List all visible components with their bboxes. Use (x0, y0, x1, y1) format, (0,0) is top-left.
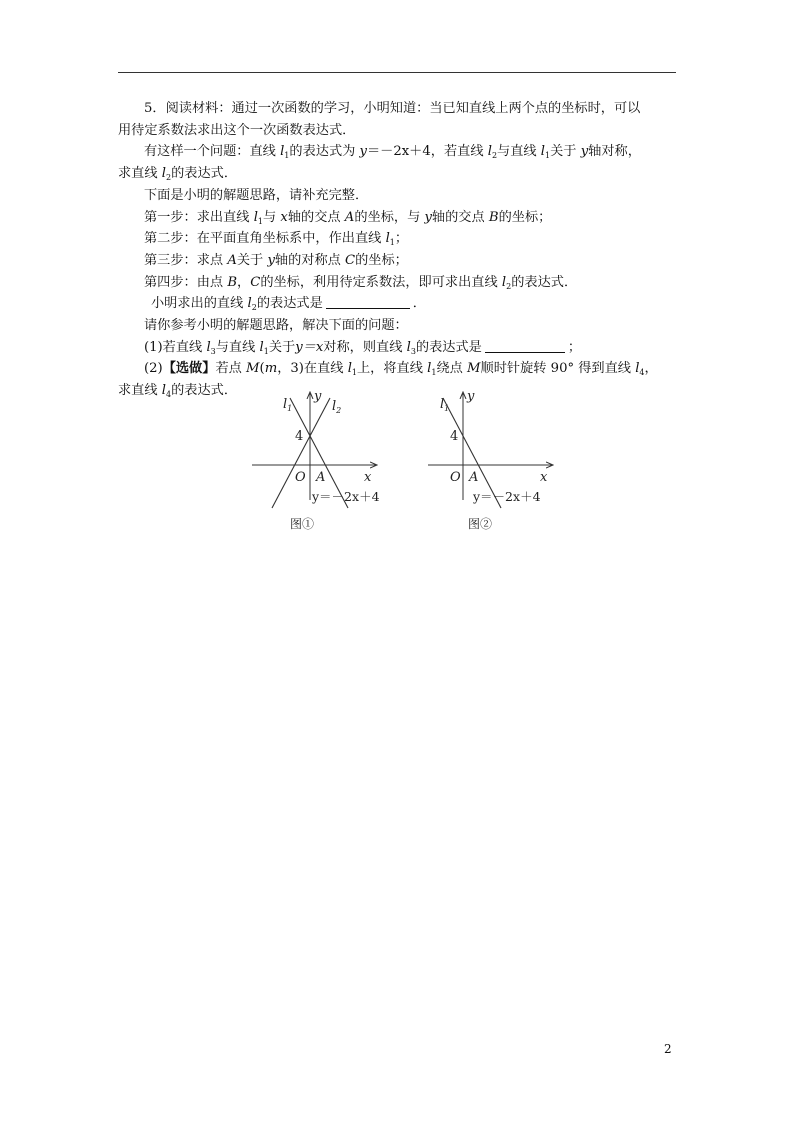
label-A: A (469, 470, 479, 485)
label-l1: $l_1$ (283, 397, 293, 413)
step-4: 第四步：由点 B，C的坐标，利用待定系数法，即可求出直线 $l_2$的表达式． (144, 274, 578, 291)
label-A: A (316, 470, 326, 485)
sub-question-1: (1)若直线 $l_3$与直线 $l_1$关于y＝x对称，则直线 $l_3$的表达式是 ； (144, 339, 582, 356)
caption: 图② (468, 517, 493, 531)
label-origin: O (295, 470, 306, 485)
label-four: 4 (295, 429, 304, 444)
sub-question-2-line-2: 求直线 $l_4$的表达式． (118, 383, 238, 400)
sub-question-2-line-1: (2)【选做】若点 M(m，3)在直线 $l_1$上，将直线 $l_1$绕点 M顺时针旋转 90° 得到直线 $l_4$， (144, 361, 658, 378)
intro-line-1: 5．阅读材料：通过一次函数的学习，小明知道：当已知直线上两个点的坐标时，可以 (144, 101, 641, 116)
question-line-2: 求直线 $l_2$的表达式． (118, 166, 238, 183)
label-origin: O (450, 470, 461, 485)
figure-2 (426, 388, 566, 538)
step-2: 第二步：在平面直角坐标系中，作出直线 $l_1$； (144, 231, 409, 248)
result-line: 小明求出的直线 $l_2$的表达式是 ． (151, 296, 426, 313)
label-l1: $l_1$ (440, 397, 450, 413)
intro-line-2: 用待定系数法求出这个一次函数表达式． (118, 122, 356, 138)
label-y: y (314, 389, 322, 404)
figure-1 (250, 388, 390, 538)
step-3: 第三步：求点 A关于 y轴的对称点 C的坐标； (144, 252, 408, 268)
label-x: x (364, 470, 372, 485)
label-x: x (540, 470, 548, 485)
label-equation: y＝－2x＋4 (473, 489, 541, 504)
figure-1-graph (250, 388, 390, 538)
label-equation: y＝－2x＋4 (312, 489, 380, 504)
header-rule (118, 72, 676, 73)
figure-2-graph (426, 388, 566, 538)
answer-blank-l3[interactable] (485, 338, 565, 353)
hint-intro: 下面是小明的解题思路，请补充完整． (144, 187, 369, 203)
step-1: 第一步：求出直线 $l_1$与 x轴的交点 A的坐标，与 y轴的交点 B的坐标； (144, 209, 552, 226)
answer-blank-l2[interactable] (326, 294, 410, 309)
caption: 图① (290, 517, 315, 531)
question-line-1: 有这样一个问题：直线 $l_1$的表达式为 y＝－2x＋4，若直线 $l_2$与直线 $l_1$关于 y轴对称， (144, 144, 641, 161)
label-l2: $l_2$ (332, 399, 342, 415)
label-y: y (467, 389, 475, 404)
page-number: 2 (664, 1042, 672, 1056)
follow-intro: 请你参考小明的解题思路，解决下面的问题： (144, 318, 408, 334)
label-four: 4 (450, 429, 459, 444)
problem-body (118, 98, 678, 402)
